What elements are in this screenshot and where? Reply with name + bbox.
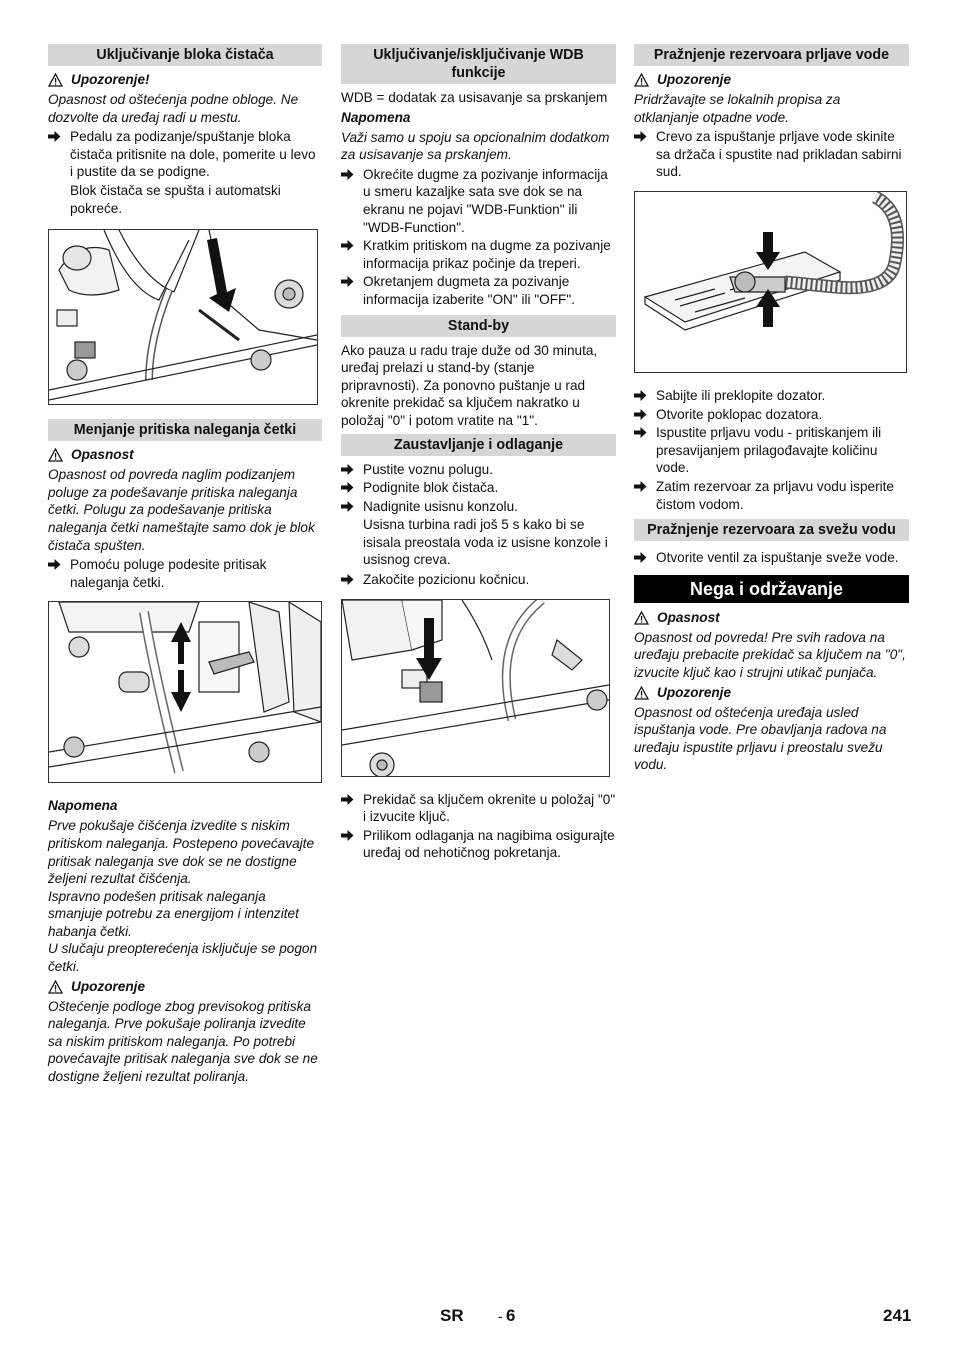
warning-heading <box>48 71 322 89</box>
step-text: Nadignite usisnu konzolu. <box>363 498 518 514</box>
step-item <box>341 479 616 497</box>
language-code: SR <box>440 1306 464 1325</box>
arrow-right-icon <box>341 793 354 806</box>
arrow-right-icon <box>341 481 354 494</box>
warning-triangle-icon <box>634 73 649 87</box>
section-title-stop-park: Zaustavljanje i odlaganje <box>341 434 616 456</box>
step-item <box>634 406 909 424</box>
warning-label: Upozorenje <box>71 978 146 994</box>
danger-label: Opasnost <box>71 447 134 463</box>
step-text: Otvorite ventil za ispuštanje sveže vode. <box>656 550 899 566</box>
warning-triangle-icon <box>48 448 63 462</box>
chapter-title-maintenance: Nega i održavanje <box>634 575 909 603</box>
arrow-right-icon <box>48 558 61 571</box>
drain-hose-illustration <box>635 192 906 372</box>
step-result: Usisna turbina radi još 5 s kako bi se isisala preostala voda iz usisne konzole i usisnog creva. <box>363 517 608 568</box>
note-heading: Napomena <box>48 798 118 814</box>
lever-illustration <box>49 602 321 782</box>
brake-illustration <box>342 600 609 776</box>
arrow-right-icon <box>634 551 647 564</box>
step-text: Pomoću poluge podesite pritisak naleganja četki. <box>70 557 267 590</box>
warning-triangle-icon <box>48 73 63 87</box>
step-item <box>634 549 909 567</box>
step-item <box>634 424 909 477</box>
arrow-right-icon <box>341 573 354 586</box>
danger-heading <box>48 446 322 464</box>
step-text: Okrećite dugme za pozivanje informacija u smeru kazaljke sata sve dok se na ekranu ne pojavi "WDB-Funktion" ili "WDB-Function". <box>363 166 608 235</box>
page-number: 241 <box>883 1306 912 1325</box>
warning-triangle-icon <box>48 980 63 994</box>
warning-label: Upozorenje <box>657 72 732 87</box>
down-arrow-icon <box>207 238 236 312</box>
arrow-right-icon <box>634 389 647 402</box>
danger-heading <box>634 609 909 627</box>
danger-label: Opasnost <box>657 609 720 625</box>
column-right <box>634 44 909 776</box>
steps-list <box>634 387 909 513</box>
section-title-brush-pressure: Menjanje pritiska naleganja četki <box>48 419 322 441</box>
warning-text: Opasnost od oštećenja uređaja usled ispuštanja vode. Pre obavljanja radova na uređaju ispustite prljavu i preostalu svežu vodu. <box>634 704 887 773</box>
steps-list <box>341 791 616 862</box>
arrow-right-icon <box>48 130 61 143</box>
section-title-wdb: Uključivanje/isključivanje WDB funkcije <box>341 44 616 84</box>
section-page-number: 6 <box>506 1306 516 1325</box>
danger-text: Opasnost od povreda! Pre svih radova na uređaju prebacite prekidač sa ključem na "0", izvucite ključ kao i strujni utikač punjača. <box>634 629 906 680</box>
arrow-right-icon <box>341 239 354 252</box>
wdb-definition: WDB = dodatak za usisavanje sa prskanjem <box>341 90 608 105</box>
step-result: Blok čistača se spušta i automatski pokreće. <box>70 182 281 216</box>
step-item <box>341 498 616 516</box>
warning-label: Upozorenje <box>657 684 732 700</box>
step-text: Pustite voznu polugu. <box>363 461 493 477</box>
step-item <box>634 387 909 405</box>
up-down-arrow-icon <box>171 622 191 712</box>
step-text: Okretanjem dugmeta za pozivanje informacija izaberite "ON" ili "OFF". <box>363 274 575 307</box>
step-text: Zatim rezervoar za prljavu vodu isperite čistom vodom. <box>656 478 894 512</box>
illustration-brake <box>341 599 610 777</box>
arrow-right-icon <box>634 480 647 493</box>
danger-text: Opasnost od povreda naglim podizanjem poluge za podešavanje pritiska naleganja četki. Polugu za podešavanje pritiska naleganja četki nameštajte samo dok je blok čistača spušten. <box>48 467 315 553</box>
pedal-illustration <box>49 230 317 404</box>
arrow-right-icon <box>341 275 354 288</box>
column-left <box>48 44 322 1088</box>
steps-list <box>48 128 322 181</box>
step-text: Prilikom odlaganja na nagibima osigurajte uređaj od nehotičnog pokretanja. <box>363 827 615 861</box>
note-heading: Napomena <box>341 109 411 125</box>
step-text: Sabijte ili preklopite dozator. <box>656 387 826 403</box>
steps-list <box>341 571 616 589</box>
standby-text: Ako pauza u radu traje duže od 30 minuta, uređaj prelazi u stand-by (stanje pripravnosti). Za ponovno puštanje u rad okrenite prekidač sa ključem nakratko u položaj "0" i potom vratite na "1". <box>341 342 598 428</box>
section-title-fresh-water: Pražnjenje rezervoara za svežu vodu <box>634 519 909 541</box>
step-text: Ispustite prljavu vodu - pritiskanjem ili presavijanjem prilagođavajte količinu vode. <box>656 425 882 476</box>
step-item <box>341 571 616 589</box>
section-title-dirty-water: Pražnjenje rezervoara prljave vode <box>634 44 909 66</box>
steps-list <box>634 128 909 181</box>
step-item <box>634 478 909 513</box>
warning-heading <box>48 978 322 996</box>
step-item <box>341 237 616 272</box>
arrow-right-icon <box>634 130 647 143</box>
section-title-scrub-deck-on: Uključivanje bloka čistača <box>48 44 322 66</box>
step-item <box>341 827 616 862</box>
illustration-pedal <box>48 229 318 405</box>
page-footer <box>0 1306 954 1330</box>
note-text: Važi samo u spoju sa opcionalnim dodatkom za usisavanje sa prskanjem. <box>341 129 610 163</box>
warning-heading <box>634 71 909 89</box>
arrow-right-icon <box>341 829 354 842</box>
steps-list <box>634 549 909 567</box>
arrow-right-icon <box>341 463 354 476</box>
arrow-right-icon <box>634 408 647 421</box>
step-item <box>341 461 616 479</box>
warning-triangle-icon <box>634 611 649 625</box>
warning-triangle-icon <box>634 686 649 700</box>
column-middle <box>341 44 616 863</box>
step-text: Podignite blok čistača. <box>363 480 499 496</box>
step-item <box>341 791 616 826</box>
illustration-drain-hose <box>634 191 907 373</box>
arrow-right-icon <box>341 500 354 513</box>
step-text: Otvorite poklopac dozatora. <box>656 406 823 422</box>
step-item <box>341 166 616 236</box>
arrow-right-icon <box>634 426 647 439</box>
step-item <box>341 273 616 308</box>
note-text: U slučaju preopterećenja isključuje se pogon četki. <box>48 941 318 975</box>
warning-text: Opasnost od oštećenja podne obloge. Ne dozvolte da uređaj radi u mestu. <box>48 92 299 125</box>
step-text: Kratkim pritiskom na dugme za pozivanje informacija prikaz počinje da treperi. <box>363 238 611 271</box>
warning-label: Upozorenje! <box>71 72 150 87</box>
steps-list <box>48 556 322 591</box>
warning-heading <box>634 684 909 702</box>
note-text: Prve pokušaje čišćenja izvedite s niskim pritiskom naleganja. Postepeno povećavajte pritisak naleganja sve dok se ne dostigne željeni rezultat čišćenja. <box>48 818 315 887</box>
illustration-lever <box>48 601 322 783</box>
warning-text: Pridržavajte se lokalnih propisa za otklanjanje otpadne vode. <box>634 92 841 125</box>
page-separator: - <box>498 1308 503 1324</box>
warning-text: Oštećenje podloge zbog previsokog pritiska naleganja. Prve pokušaje poliranja izvedite sa niskim pritiskom naleganja. Po potrebi povećavajte pritisak naleganja sve dok se ne dostigne željeni rezultat poliranja. <box>48 998 318 1085</box>
step-text: Zakočite pozicionu kočnicu. <box>363 572 530 588</box>
arrow-right-icon <box>341 168 354 181</box>
step-text: Pedalu za podizanje/spuštanje bloka čistača pritisnite na dole, pomerite u levo i pustite da se podigne. <box>70 129 316 180</box>
note-text: Ispravno podešen pritisak naleganja smanjuje potrebu za energijom i intenzitet habanja četki. <box>48 888 299 939</box>
step-item <box>48 128 322 181</box>
section-title-standby: Stand-by <box>341 315 616 337</box>
steps-list <box>341 166 616 309</box>
steps-list <box>341 461 616 516</box>
step-item <box>634 128 909 181</box>
step-text: Crevo za ispuštanje prljave vode skinite sa držača i spustite nad prikladan sabirni sud. <box>656 129 902 180</box>
step-item <box>48 556 322 591</box>
step-text: Prekidač sa ključem okrenite u položaj "0" i izvucite ključ. <box>363 791 616 825</box>
